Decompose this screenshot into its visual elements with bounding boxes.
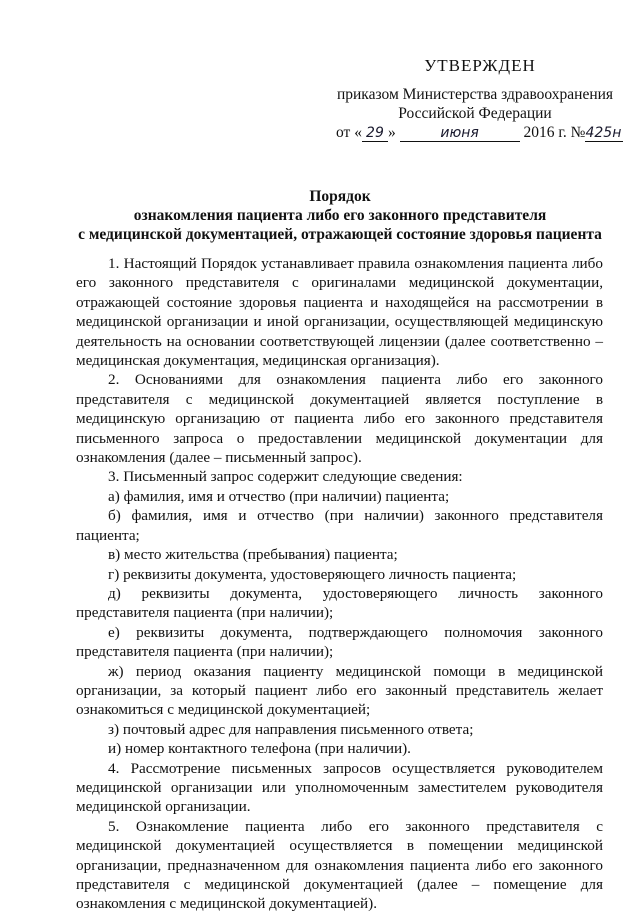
- approval-date-line: [330, 123, 620, 142]
- document-body: [76, 254, 603, 914]
- list-item-i: и) номер контактного телефона (при наличии).: [108, 740, 411, 758]
- list-item-b: б) фамилия, имя и отчество (при наличии) законного представителя пациента;: [76, 507, 603, 544]
- approved-heading: УТВЕРЖДЕН: [424, 56, 536, 75]
- paragraph-5: 5. Ознакомление пациента либо его законного представителя с медицинской документацией осуществляется в помещении медицинской организации, предназначенном для ознакомления пациента либо его законного представителя с медицинской документацией (далее – помещение для ознакомления с медицинской документацией).: [76, 817, 603, 913]
- paragraph-1: 1. Настоящий Порядок устанавливает правила ознакомления пациента либо его законного представителя с оригиналами медицинской документации, отражающей состояние здоровья пациента и находящейся на рассмотрении в медицинской организации и иной организации, осуществляющей медицинскую деятельность на основании соответствующей лицензии (далее соответственно – медицинская документация, медицинская организация).: [76, 255, 603, 370]
- paragraph-2: 2. Основаниями для ознакомления пациента либо его законного представителя с медицинской документацией является поступление в медицинскую организацию от пациента либо его законного представителя письменного запроса о предоставлении медицинской документации для ознакомления (далее – письменный запрос).: [76, 371, 603, 467]
- handwritten-order-number: 425н: [585, 126, 623, 142]
- title-line-1: Порядок: [309, 188, 371, 205]
- list-item-v: в) место жительства (пребывания) пациента;: [108, 546, 398, 564]
- paragraph-3: 3. Письменный запрос содержит следующие сведения:: [108, 468, 463, 486]
- handwritten-day: 29: [362, 126, 388, 142]
- document-title: [40, 187, 640, 244]
- list-item-zh: ж) период оказания пациенту медицинской помощи в медицинской организации, за который пациент либо его законный представитель желает ознакомиться с медицинской документацией;: [76, 662, 603, 719]
- approval-country-line: Российской Федерации: [398, 105, 552, 122]
- list-item-z: з) почтовый адрес для направления письменного ответа;: [108, 720, 474, 738]
- approval-stamp-block: [330, 56, 620, 142]
- handwritten-month: июня: [400, 126, 520, 142]
- approval-order-line: приказом Министерства здравоохранения: [336, 86, 614, 103]
- list-item-g: г) реквизиты документа, удостоверяющего личность пациента;: [108, 565, 517, 583]
- date-mid: »: [387, 124, 396, 141]
- title-line-3: с медицинской документацией, отражающей состояние здоровья пациента: [78, 226, 602, 243]
- year-text: 2016 г. №: [523, 124, 586, 141]
- title-line-2: ознакомления пациента либо его законного представителя: [133, 207, 547, 224]
- list-item-d: д) реквизиты документа, удостоверяющего личность законного представителя пациента (при наличии);: [76, 584, 603, 622]
- date-prefix: от «: [336, 124, 362, 141]
- list-item-e: е) реквизиты документа, подтверждающего полномочия законного представителя пациента (при наличии);: [76, 623, 603, 661]
- list-item-a: а) фамилия, имя и отчество (при наличии) пациента;: [108, 487, 450, 505]
- paragraph-4: 4. Рассмотрение письменных запросов осуществляется руководителем медицинской организации или уполномоченным заместителем руководителя медицинской организации.: [76, 759, 603, 816]
